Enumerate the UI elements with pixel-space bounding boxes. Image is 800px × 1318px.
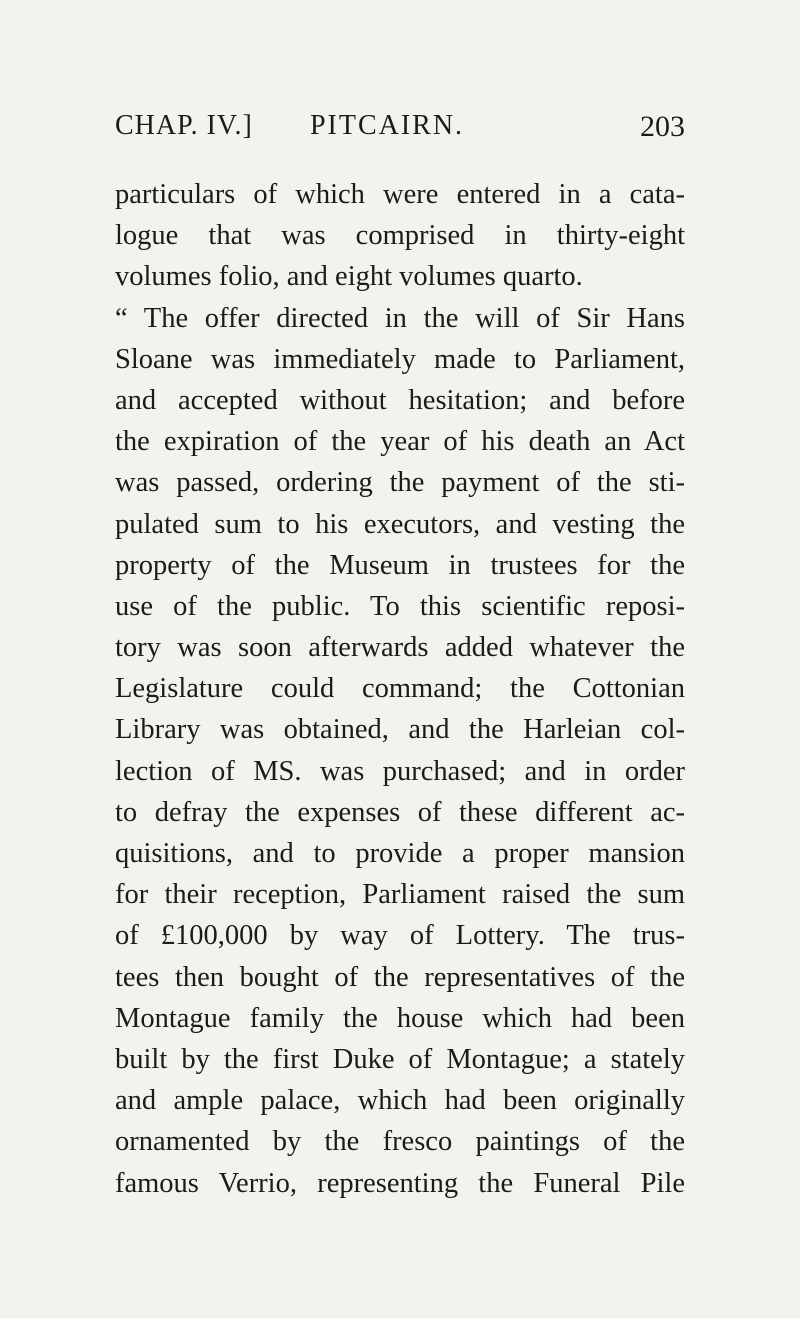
text-line: tees then bought of the representatives of the [115, 961, 685, 993]
text-line: Library was obtained, and the Harleian col- [115, 714, 685, 746]
text-line: use of the public. To this scientific reposi- [115, 590, 685, 622]
text-line: Montague family the house which had been [115, 1002, 685, 1034]
text-line: quisitions, and to provide a proper mansion [115, 838, 685, 869]
text-line: ornamented by the fresco paintings of the [115, 1126, 685, 1158]
running-title: PITCAIRN. [309, 110, 465, 141]
body-text [115, 174, 685, 1204]
text-line: and accepted without hesitation; and before [115, 384, 685, 416]
text-line: the expiration of the year of his death an Act [115, 426, 685, 458]
text-line: “ The offer directed in the will of Sir Hans [115, 302, 685, 334]
text-line: Legislature could command; the Cottonian [115, 673, 685, 705]
text-line: and ample palace, which had been originally [115, 1085, 685, 1117]
running-head [115, 110, 685, 150]
text-line: famous Verrio, representing the Funeral Pile [115, 1167, 685, 1199]
text-line: lection of MS. was purchased; and in order [115, 755, 685, 787]
text-line: built by the first Duke of Montague; a stately [115, 1043, 685, 1075]
text-line: was passed, ordering the payment of the sti- [115, 467, 685, 499]
page-number: 203 [640, 110, 685, 143]
text-line: pulated sum to his executors, and vesting the [115, 508, 685, 540]
text-line: to defray the expenses of these different ac- [115, 796, 685, 828]
text-line: logue that was comprised in thirty-eight [115, 220, 685, 252]
chapter-label: CHAP. IV.] [115, 110, 253, 141]
text-line: for their reception, Parliament raised the sum [115, 879, 685, 911]
text-line: tory was soon afterwards added whatever the [115, 632, 685, 664]
text-line: volumes folio, and eight volumes quarto. [115, 261, 583, 293]
text-line: property of the Museum in trustees for the [115, 549, 685, 581]
text-line: particulars of which were entered in a cata- [115, 179, 685, 210]
text-line: Sloane was immediately made to Parliament, [115, 343, 685, 375]
text-line: of £100,000 by way of Lottery. The trus- [115, 920, 685, 952]
